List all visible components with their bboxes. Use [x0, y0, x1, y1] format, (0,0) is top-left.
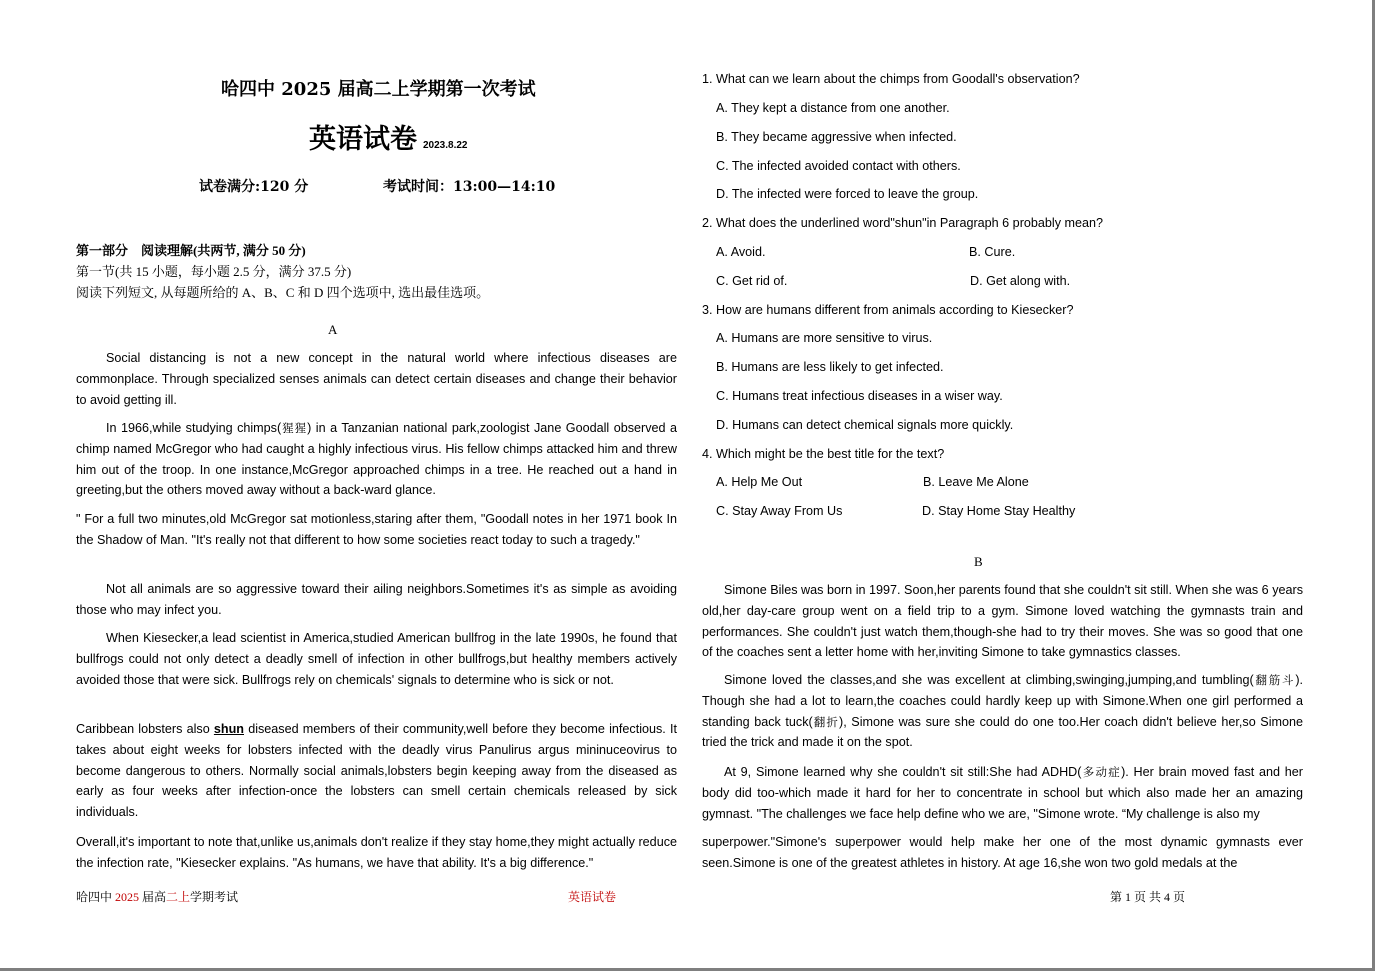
footer-exam-info	[76, 888, 238, 905]
text-run: Caribbean lobsters also	[76, 722, 214, 736]
question-4-option-a: A. Help Me Out	[716, 475, 803, 489]
question-1-option-a: A. They kept a distance from one another.	[716, 101, 950, 115]
exam-date: 2023.8.22	[423, 140, 468, 151]
text-run: 届高	[139, 890, 167, 904]
exam-time: 考试时间：13:00—14:10	[383, 179, 556, 195]
question-2-option-b: B. Cure.	[969, 245, 1016, 259]
chinese-gloss: 翻折	[812, 714, 839, 729]
question-3-option-c: C. Humans treat infectious diseases in a wiser way.	[716, 389, 1003, 403]
question-4-option-b: B. Leave Me Alone	[923, 475, 1029, 489]
underlined-word: shun	[213, 722, 244, 736]
question-4-stem: 4. Which might be the best title for the text?	[702, 447, 945, 461]
passage-a-paragraph-1: Social distancing is not a new concept in the natural world where infectious diseases are commonplace. Through specialized senses animals can detect certain diseases and change their behavior to avoid getting ill.	[76, 351, 677, 407]
section-subheading: 第一节(共 15 小题，每小题 2.5 分，满分 37.5 分)	[76, 264, 352, 279]
passage-a-paragraph-7: Overall,it's important to note that,unlike us,animals don't realize if they stay home,they might actually reduce the infection rate, "Kiesecker explains. "As humans, we have that ability. It's a big difference."	[76, 835, 677, 870]
subject-title	[309, 117, 468, 156]
exam-title: 哈四中 2025 届高二上学期第一次考试	[221, 79, 536, 100]
text-run: 哈四中	[76, 890, 116, 904]
text-run: ), Simone was sure she could do one too.Her coach didn't believe her,so Simone tried the trick and made it on the spot.	[702, 714, 1303, 750]
question-2-option-d: D. Get along with.	[970, 274, 1071, 288]
question-3-option-a: A. Humans are more sensitive to virus.	[716, 331, 933, 345]
text-run: 学期考试	[190, 890, 239, 904]
footer-subject: 英语试卷	[568, 890, 617, 904]
question-1-option-b: B. They became aggressive when infected.	[716, 130, 957, 144]
chinese-gloss: 翻筋斗	[1253, 673, 1296, 687]
section-instruction: 阅读下列短文, 从每题所给的 A、B、C 和 D 四个选项中, 选出最佳选项。	[76, 285, 490, 300]
question-2-option-a: A. Avoid.	[716, 245, 766, 259]
text-run: In 1966,while studying chimps(	[106, 421, 282, 435]
question-1-option-c: C. The infected avoided contact with others.	[716, 159, 961, 173]
passage-a-paragraph-2	[76, 418, 677, 501]
question-4-option-c: C. Stay Away From Us	[716, 504, 843, 518]
passage-b-paragraph-2	[702, 670, 1303, 753]
passage-a-paragraph-3: " For a full two minutes,old McGregor sat motionless,staring after them, "Goodall notes in her 1971 book In the Shadow of Man. "It's really not that different to how some societies react today to such a tragedy."	[76, 512, 677, 547]
section-heading: 第一部分 阅读理解(共两节, 满分 50 分)	[76, 243, 306, 258]
question-4-option-d: D. Stay Home Stay Healthy	[922, 504, 1076, 518]
text-run: ). Her brain moved fast and her body did too-which made it hard for her to concentrate in school but which also made her an amazing gymnast. "The challenges we face help define who we are, "Simone wrote. “My challenge is also my	[702, 765, 1304, 821]
question-1-stem: 1. What can we learn about the chimps from Goodall's observation?	[702, 72, 1080, 86]
question-3-stem: 3. How are humans different from animals according to Kiesecker?	[702, 303, 1074, 317]
passage-a-paragraph-6	[76, 719, 677, 823]
passage-a-paragraph-5: When Kiesecker,a lead scientist in America,studied American bullfrog in the late 1990s, he found that bullfrogs could not only detect a deadly smell of infection in other bullfrogs,but healthy members actively avoided those that were sick. Bullfrogs rely on chemicals' signals to determine who is sick or not.	[76, 631, 677, 687]
passage-b-paragraph-3	[702, 762, 1303, 824]
text-run: ). Though she had a lot to learn,the coaches could hardly keep up with Simone.When one girl performed a standing back tuck(	[702, 673, 1304, 729]
text-run: ) in a Tanzanian national park,zoologist Jane Goodall observed a chimp named McGregor who had caught a highly infectious virus. His fellow chimps attacked him and threw him out of the troop. In one instance,McGregor approached chimps in a tree. He reached out a hand in greeting,but the others moved away without a back-ward glance.	[76, 421, 677, 498]
footer-grade: 二上	[166, 890, 191, 904]
question-3-option-b: B. Humans are less likely to get infected.	[716, 360, 944, 374]
chinese-gloss: 猩猩	[281, 421, 308, 435]
chinese-gloss: 多动症	[1081, 765, 1122, 779]
text-run: Simone loved the classes,and she was excellent at climbing,swinging,jumping,and tumbling(	[724, 673, 1254, 687]
passage-a-label: A	[328, 322, 338, 337]
passage-b-paragraph-1: Simone Biles was born in 1997. Soon,her parents found that she couldn't sit still. When she was 6 years old,her day-care group went on a field trip to a gym. Simone loved watching the gymnasts train and performances. She couldn't just watch them,though-she had to try their moves. She was so good that one of the coaches sent a letter home with her,inviting Simone to take gymnastics classes.	[702, 583, 1303, 660]
full-score: 试卷满分:120 分	[199, 179, 309, 195]
subject-name: 英语试卷	[309, 124, 417, 155]
question-1-option-d: D. The infected were forced to leave the group.	[716, 187, 979, 201]
text-run: diseased members of their community,well before they become infectious. It takes about eight weeks for lobsters infected with the deadly virus Panulirus argus mininuceovirus to become dangerous to others. Normally social animals,lobsters begin keeping away from the diseased as early as four weeks after infection-once the lobsters can smell certain chemicals released by sick individuals.	[76, 722, 677, 820]
passage-a-paragraph-4: Not all animals are so aggressive toward their ailing neighbors.Sometimes it's as simple as avoiding those who may infect you.	[76, 582, 677, 617]
text-run: At 9, Simone learned why she couldn't sit still:She had ADHD(	[724, 765, 1082, 779]
question-2-stem: 2. What does the underlined word"shun"in Paragraph 6 probably mean?	[702, 216, 1104, 230]
passage-b-label: B	[974, 554, 983, 569]
question-2-option-c: C. Get rid of.	[716, 274, 788, 288]
question-3-option-d: D. Humans can detect chemical signals more quickly.	[716, 418, 1014, 432]
passage-b-paragraph-4: superpower."Simone's superpower would help make her one of the most dynamic gymnasts ever seen.Simone is one of the greatest athletes in history. At age 16,she won two gold medals at the	[702, 835, 1303, 870]
footer-year: 2025	[115, 890, 140, 904]
footer-page-number: 第 1 页 共 4 页	[1110, 890, 1186, 904]
